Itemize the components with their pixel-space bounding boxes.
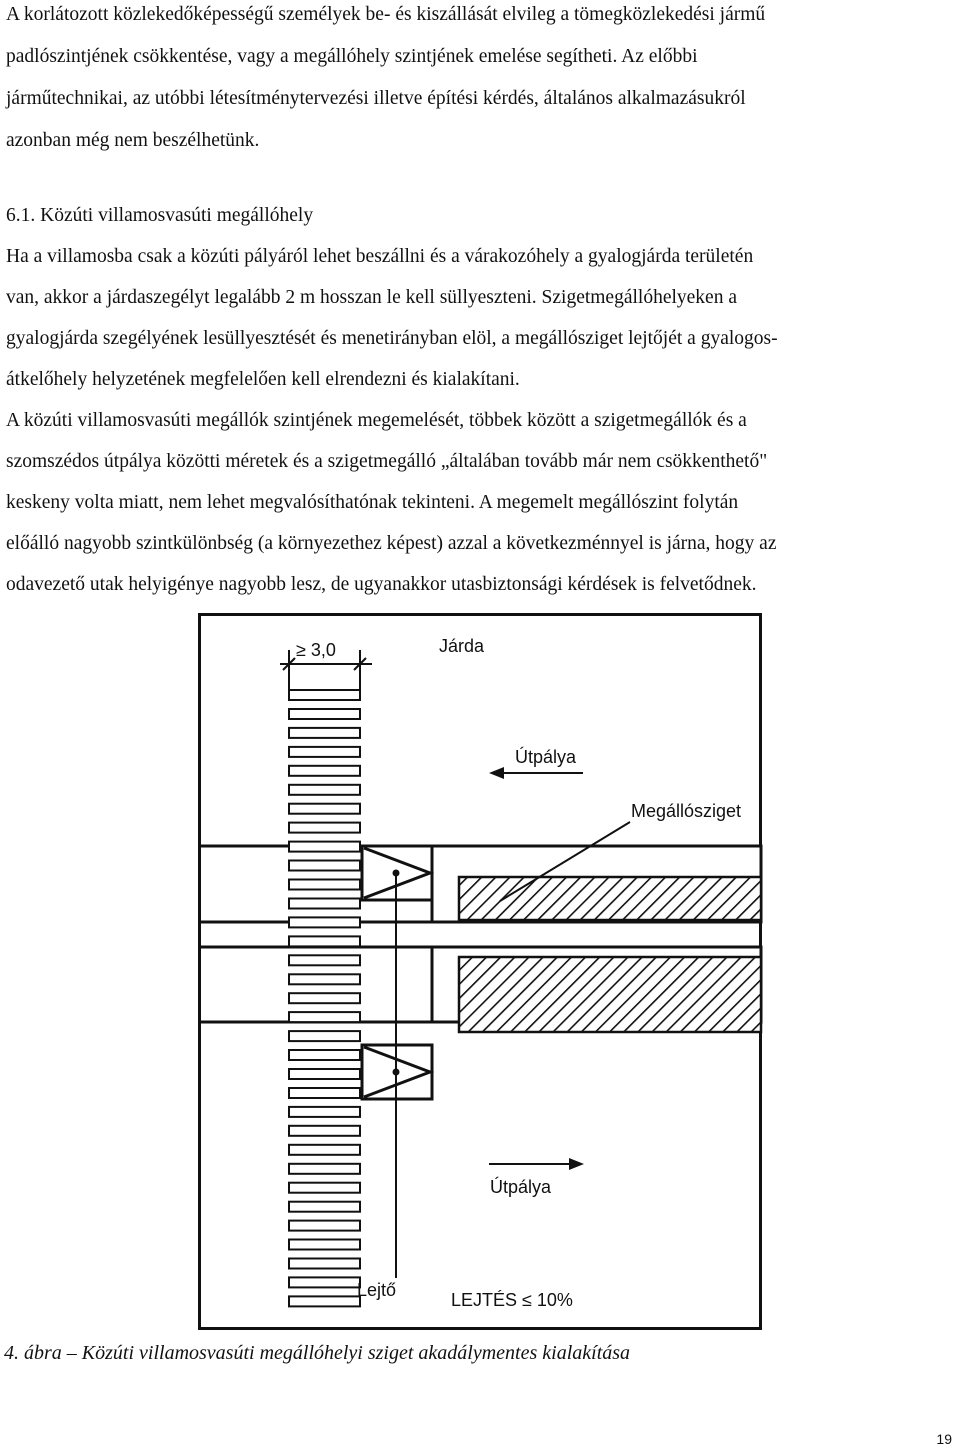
page-number: 19 — [936, 1431, 952, 1447]
crosswalk-stripe — [289, 842, 360, 852]
island-hatched-area-lower — [459, 957, 761, 1032]
roadway-label-bottom: Útpálya — [490, 1177, 552, 1197]
island-label: Megállósziget — [631, 801, 742, 821]
section-text-line: A közúti villamosvasúti megállók szintjének megemelését, többek között a szigetmegállók és a — [6, 410, 747, 431]
crosswalk-stripe — [289, 690, 360, 700]
direction-arrow-right — [489, 1158, 584, 1170]
crosswalk-stripe — [289, 974, 360, 984]
crosswalk-stripe — [289, 1069, 360, 1079]
crosswalk-stripe — [289, 823, 360, 833]
crosswalk-stripe — [289, 1145, 360, 1155]
section-text-line: átkelőhely helyzetének megfelelően kell elrendezni és kialakítani. — [6, 369, 520, 390]
direction-arrow-left — [489, 767, 583, 779]
crosswalk-stripe — [289, 1088, 360, 1098]
intro-text-line: A korlátozott közlekedőképességű személyek be- és kiszállását elvileg a tömegközlekedési jármű — [6, 4, 766, 25]
crosswalk-stripe — [289, 955, 360, 965]
crosswalk-stripe — [289, 728, 360, 738]
crosswalk-stripe — [289, 880, 360, 890]
section-text-line: odavezető utak helyigénye nagyobb lesz, de ugyanakkor utasbiztonsági kérdések is felvetődnek. — [6, 574, 757, 595]
section-text-line: előálló nagyobb szintkülönbség (a környezethez képest) azzal a következménnyel is járna, hogy az — [6, 533, 777, 554]
crosswalk-stripe — [289, 1183, 360, 1193]
section-text-line: 6.1. Közúti villamosvasúti megállóhely — [6, 205, 314, 226]
section-text-line: szomszédos útpálya közötti méretek és a szigetmegálló „általában tovább már nem csökkenthető" — [6, 451, 768, 472]
intro-text-line: azonban még nem beszélhetünk. — [6, 130, 260, 151]
crosswalk-stripe — [289, 936, 360, 946]
crosswalk-stripe — [289, 1202, 360, 1212]
crosswalk-stripe — [289, 899, 360, 909]
crosswalk-stripe — [289, 993, 360, 1003]
ramp-leader-line — [393, 870, 400, 1279]
intro-text-line: járműtechnikai, az utóbbi létesítménytervezési illetve építési kérdés, általános alkalmazásukról — [6, 88, 746, 109]
crosswalk-stripe — [289, 709, 360, 719]
crosswalk-stripe — [289, 1259, 360, 1269]
crosswalk-stripe — [289, 1012, 360, 1022]
section-text-line: Ha a villamosba csak a közúti pályáról lehet beszállni és a várakozóhely a gyalogjárda területén — [6, 246, 754, 267]
pedestrian-crosswalk — [289, 690, 360, 1306]
sidewalk-label: Járda — [439, 636, 485, 656]
figure-caption: 4. ábra – Közúti villamosvasúti megállóhelyi sziget akadálymentes kialakítása — [4, 1342, 631, 1364]
crosswalk-stripe — [289, 1050, 360, 1060]
section-text-line: gyalogjárda szegélyének lesüllyesztését és menetirányban elöl, a megállósziget lejtőjét a gyalogos- — [6, 328, 778, 349]
crosswalk-stripe — [289, 1126, 360, 1136]
section-text-line: keskeny volta miatt, nem lehet megvalósíthatónak tekinteni. A megemelt megállószint folytán — [6, 492, 739, 513]
slope-label: LEJTÉS ≤ 10% — [451, 1290, 573, 1310]
roadway-label-top: Útpálya — [515, 747, 577, 767]
crosswalk-stripe — [289, 917, 360, 927]
crosswalk-stripe — [289, 861, 360, 871]
ramp-label: Lejtő — [357, 1280, 397, 1300]
crosswalk-stripe — [289, 1277, 360, 1287]
crosswalk-stripe — [289, 804, 360, 814]
crosswalk-stripe — [289, 747, 360, 757]
crosswalk-stripe — [289, 1240, 360, 1250]
intro-text-line: padlószintjének csökkentése, vagy a megállóhely szintjének emelése segítheti. Az előbbi — [6, 46, 698, 67]
section-text-line: van, akkor a járdaszegélyt legalább 2 m hosszan le kell süllyeszteni. Szigetmegállóhelyeken a — [6, 287, 737, 308]
crosswalk-stripe — [289, 1296, 360, 1306]
dimension-label: ≥ 3,0 — [296, 640, 336, 660]
crosswalk-stripe — [289, 766, 360, 776]
crosswalk-stripe — [289, 1031, 360, 1041]
crosswalk-stripe — [289, 1107, 360, 1117]
crosswalk-stripe — [289, 1221, 360, 1231]
crosswalk-stripe — [289, 1164, 360, 1174]
crosswalk-stripe — [289, 785, 360, 795]
